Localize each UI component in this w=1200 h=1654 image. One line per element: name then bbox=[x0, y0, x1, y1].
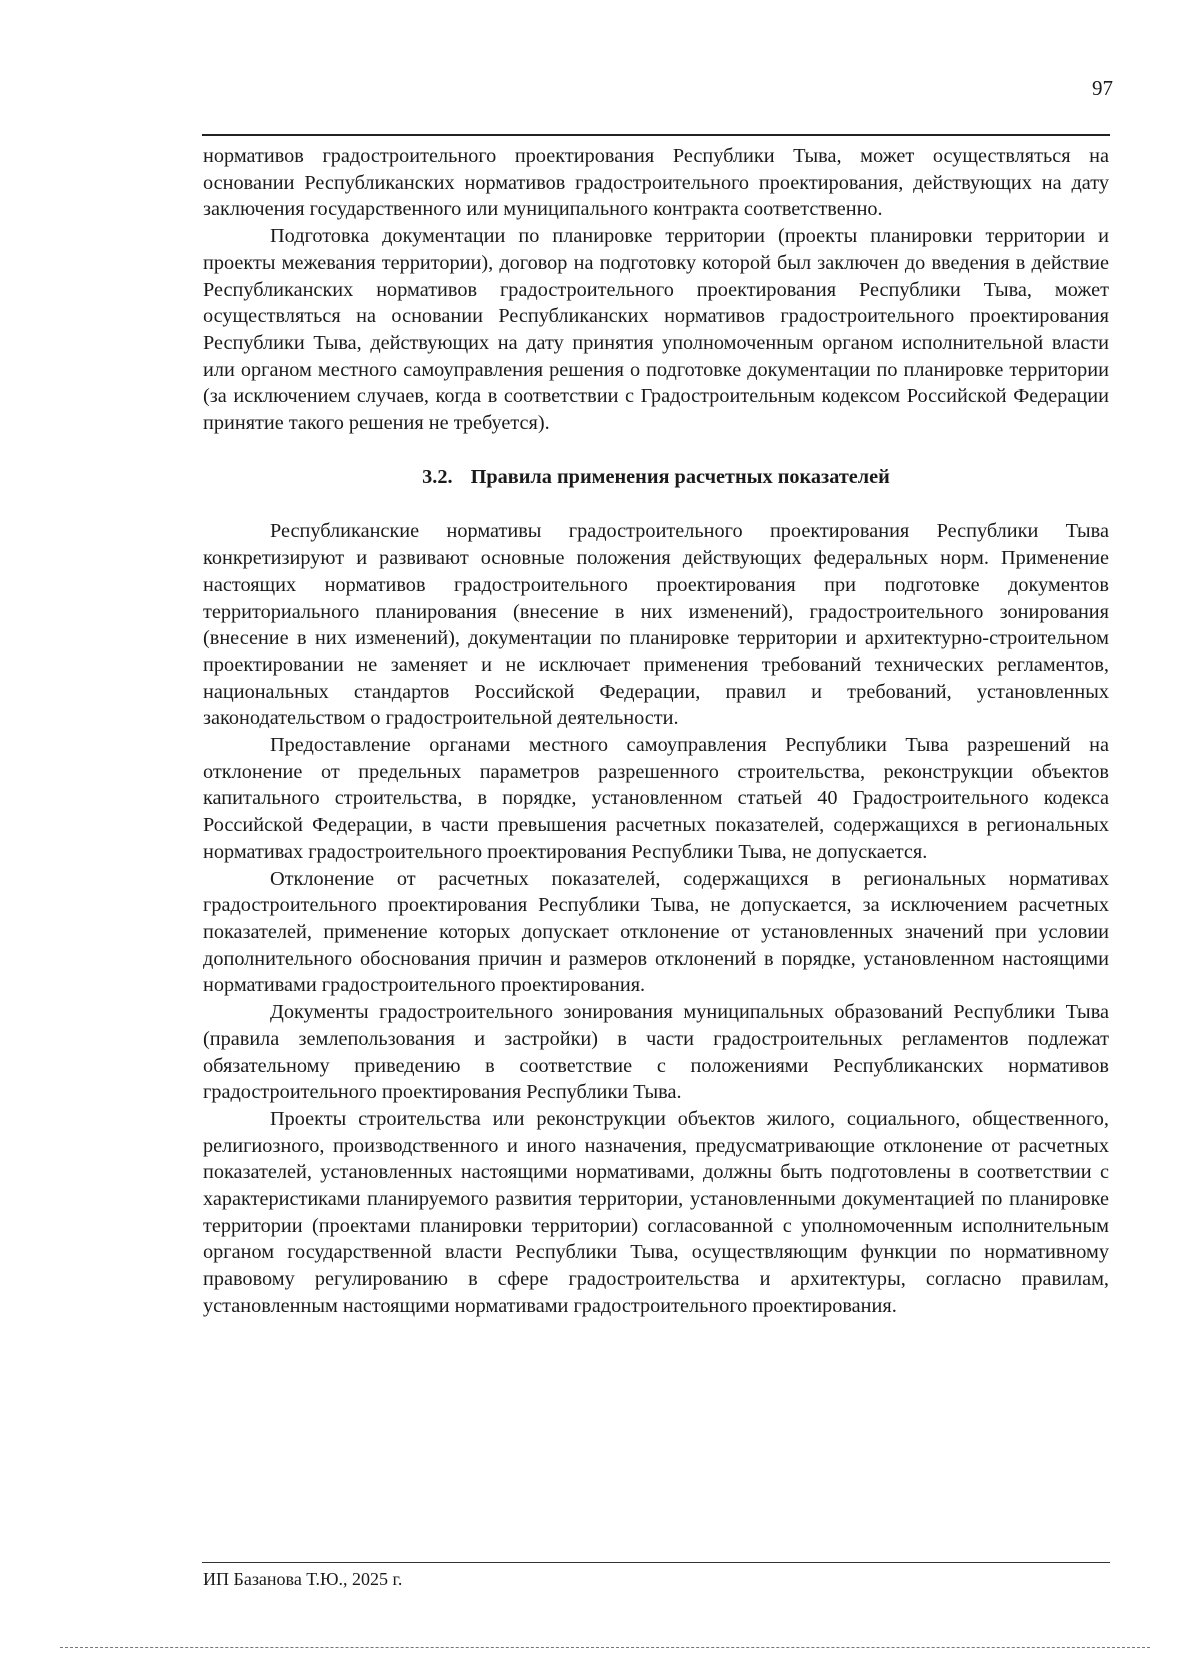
paragraph: Предоставление органами местного самоуправления Республики Тыва разрешений на отклонение от предельных параметров разрешенного строительства, реконструкции объектов капитального строительства, в порядке, установленном статьей 40 Градостроительного кодекса Российской Федерации, в части превышения расчетных показателей, содержащихся в региональных нормативах градостроительного проектирования Республики Тыва, не допускается. bbox=[203, 734, 1109, 863]
footer-copyright: ИП Базанова Т.Ю., 2025 г. bbox=[203, 1569, 403, 1589]
paragraph: Документы градостроительного зонирования муниципальных образований Республики Тыва (правила землепользования и застройки) в части градостроительных регламентов подлежат обязательному приведению в соответствие с положениями Республиканских нормативов градостроительного проектирования Республики Тыва. bbox=[203, 1001, 1109, 1104]
paragraph: Республиканские нормативы градостроительного проектирования Республики Тыва конкретизируют и развивают основные положения действующих федеральных норм. Применение настоящих нормативов градостроительного проектирования при подготовке документов территориального планирования (внесение в них изменений), градостроительного зонирования (внесение в них изменений), документации по планировке территории и архитектурно-строительном проектировании не заменяет и не исключает применения требований технических регламентов, национальных стандартов Российской Федерации, правил и требований, установленных законодательством о градостроительной деятельности. bbox=[203, 520, 1109, 730]
paragraph: Отклонение от расчетных показателей, содержащихся в региональных нормативах градостроительного проектирования Республики Тыва, не допускается, за исключением расчетных показателей, применение которых допускает отклонение от установленных значений при условии дополнительного обоснования причин и размеров отклонений в порядке, установленном настоящими нормативами градостроительного проектирования. bbox=[203, 867, 1109, 997]
paragraph: Подготовка документации по планировке территории (проекты планировки территории и проекты межевания территории), договор на подготовку которой был заключен до введения в действие Республиканских нормативов градостроительного проектирования Республики Тыва, может осуществляться на основании Республиканских нормативов градостроительного проектирования Республики Тыва, действующих на дату принятия уполномоченным органом исполнительной власти или органом местного самоуправления решения о подготовке документации по планировке территории (за исключением случаев, когда в соответствии с Градостроительным кодексом Российской Федерации принятие такого решения не требуется). bbox=[203, 225, 1109, 435]
paragraph: Проекты строительства или реконструкции объектов жилого, социального, общественного, религиозного, производственного и иного назначения, предусматривающие отклонение от расчетных показателей, установленных настоящими нормативами, должны быть подготовлены в соответствии с характеристиками планируемого развития территории, установленными документацией по планировке территории (проектами планировки территории) согласованной с уполномоченным исполнительным органом государственной власти Республики Тыва, осуществляющим функции по нормативному правовому регулированию в сфере градостроительства и архитектуры, согласно правилам, установленным настоящими нормативами градостроительного проектирования. bbox=[203, 1107, 1109, 1317]
document-body bbox=[203, 143, 1109, 1320]
paragraph-continuation: нормативов градостроительного проектирования Республики Тыва, может осуществляться на основании Республиканских нормативов градостроительного проектирования, действующих на дату заключения государственного или муниципального контракта соответственно. bbox=[203, 145, 1109, 221]
page-number: 97 bbox=[1092, 76, 1113, 100]
section-heading bbox=[203, 464, 1109, 491]
section-title: Правила применения расчетных показателей bbox=[470, 465, 890, 488]
section-number: 3.2. bbox=[422, 465, 453, 488]
footer-divider bbox=[202, 1562, 1110, 1563]
header-divider bbox=[202, 134, 1110, 136]
scan-edge-line bbox=[60, 1647, 1150, 1648]
